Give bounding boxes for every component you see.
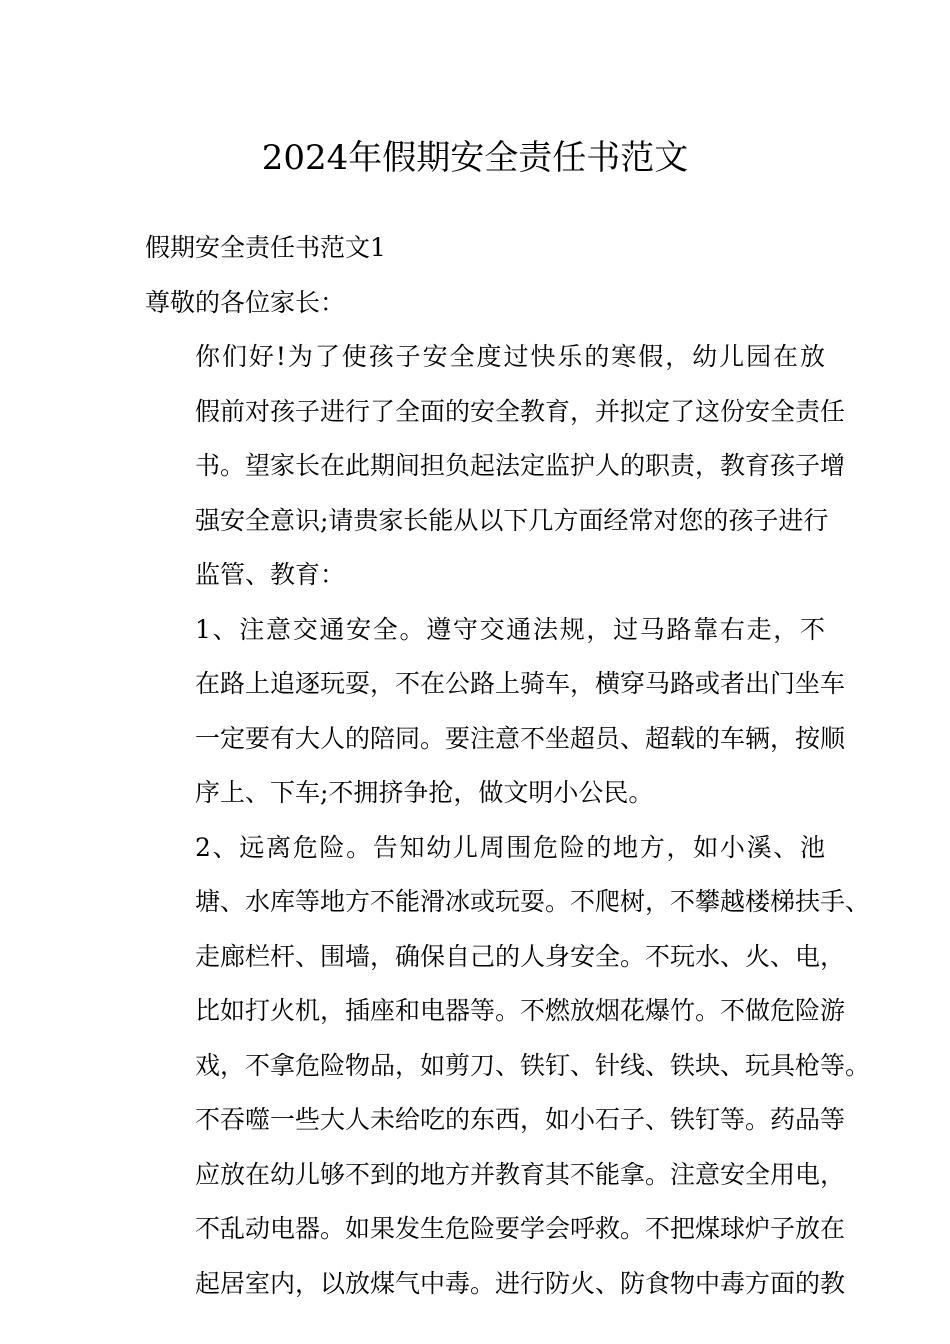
- paragraph-line: 应放在幼儿够不到的地方并教育其不能拿。注意安全用电，: [195, 1159, 846, 1189]
- document-body: [145, 221, 871, 1311]
- paragraph-avoid-danger: [145, 821, 871, 1312]
- paragraph-traffic-safety: [145, 603, 846, 821]
- paragraph-line: 不乱动电器。如果发生危险要学会呼救。不把煤球炉子放在: [195, 1214, 846, 1243]
- salutation-text: 尊敬的各位家长：: [145, 287, 346, 317]
- paragraph-line: 一定要有大人的陪同。要注意不坐超员、超载的车辆，按顺: [195, 723, 846, 753]
- paragraph-line: 1、注意交通安全。遵守交通法规，过马路靠右走，不: [195, 614, 825, 644]
- paragraph-line: 戏，不拿危险物品，如剪刀、铁钉、针线、铁块、玩具枪等。: [195, 1050, 871, 1080]
- paragraph-line: 起居室内，以放煤气中毒。进行防火、防食物中毒方面的教: [195, 1268, 846, 1298]
- paragraph-line: 监管、教育：: [195, 560, 346, 589]
- salutation: [145, 276, 825, 331]
- section-heading-text: 假期安全责任书范文1: [145, 233, 386, 262]
- document-title: 2024年假期安全责任书范文: [261, 138, 689, 178]
- paragraph-line: 假前对孩子进行了全面的安全教育，并拟定了这份安全责任: [195, 396, 846, 426]
- paragraph-line: 书。望家长在此期间担负起法定监护人的职责，教育孩子增: [195, 451, 846, 480]
- paragraph-line: 强安全意识;请贵家长能从以下几方面经常对您的孩子进行: [195, 505, 829, 535]
- paragraph-line: 你们好!为了使孩子安全度过快乐的寒假，幼儿园在放: [195, 342, 825, 371]
- paragraph-line: 走廊栏杆、围墙，确保自己的人身安全。不玩水、火、电，: [195, 941, 846, 971]
- paragraph-line: 在路上追逐玩耍，不在公路上骑车，横穿马路或者出门坐车: [195, 669, 846, 698]
- paragraph-intro: [145, 330, 846, 603]
- section-heading: [145, 221, 825, 276]
- paragraph-line: 不吞噬一些大人未给吃的东西，如小石子、铁钉等。药品等: [195, 1105, 846, 1134]
- paragraph-line: 比如打火机，插座和电器等。不燃放烟花爆竹。不做危险游: [195, 996, 846, 1025]
- paragraph-line: 2、远离危险。告知幼儿周围危险的地方，如小溪、池: [195, 832, 825, 862]
- paragraph-line: 序上、下车;不拥挤争抢，做文明小公民。: [195, 778, 654, 807]
- paragraph-line: 塘、水库等地方不能滑冰或玩耍。不爬树，不攀越楼梯扶手、: [195, 887, 871, 916]
